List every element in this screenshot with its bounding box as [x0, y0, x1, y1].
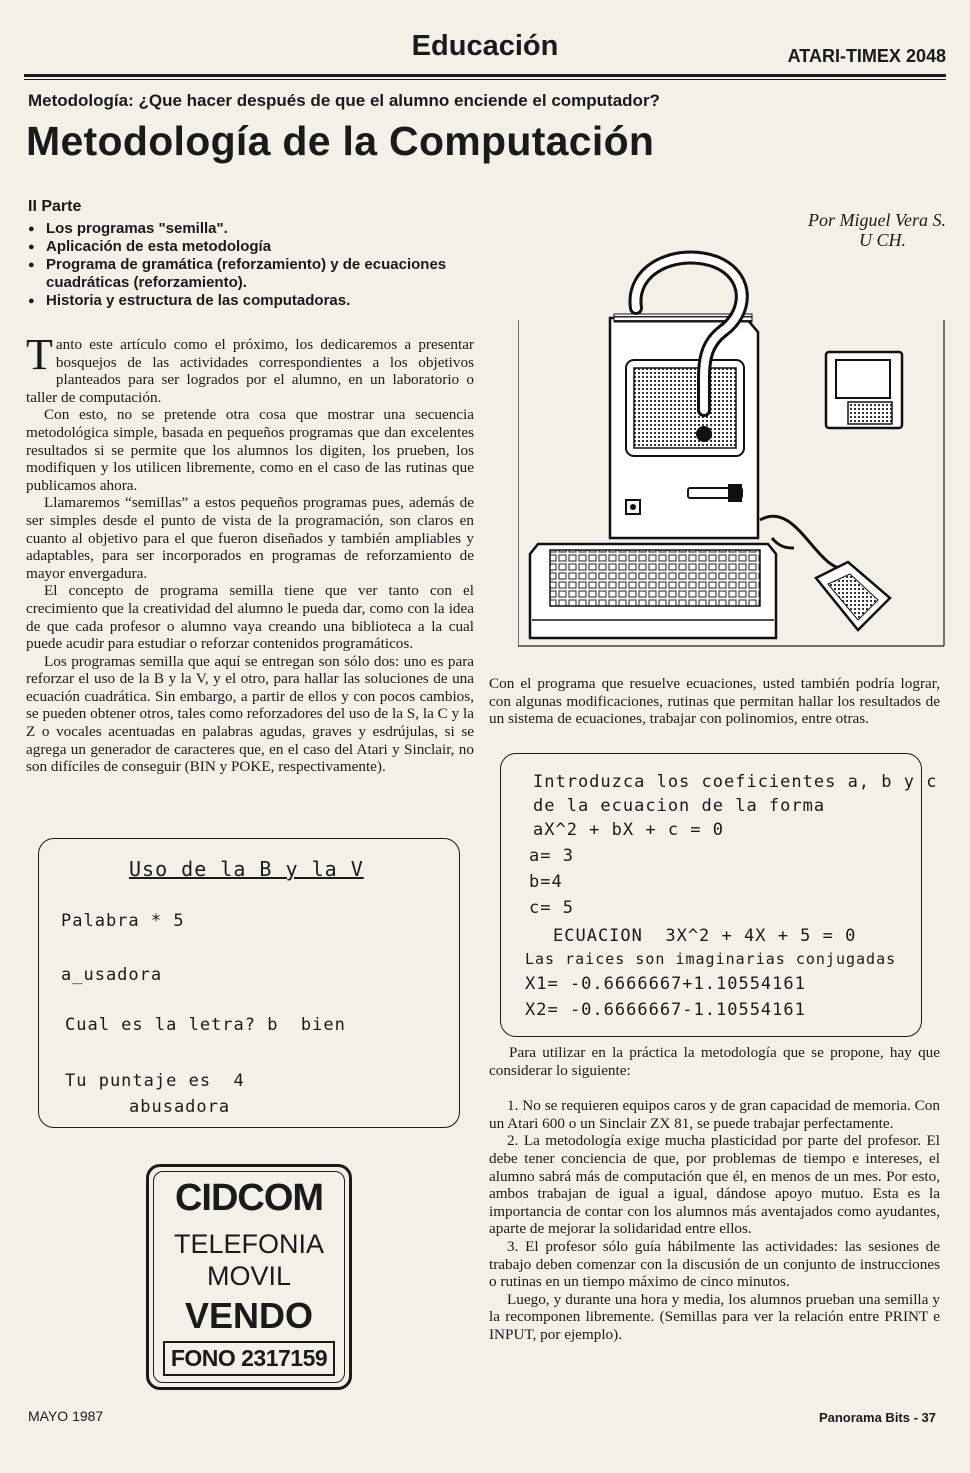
footer-page: Panorama Bits - 37: [818, 1410, 936, 1425]
classified-ad: [146, 1164, 352, 1390]
body-paragraph: Tanto este artículo como el próximo, los dedicaremos a presentar bosquejos de las actividades correspondientes a los objetivos planteados para ser logrados por el alumno, en un laboratorio o taller de computación.: [26, 330, 474, 406]
ad-phone: FONO 2317159: [163, 1341, 335, 1376]
keyboard-icon: [530, 544, 776, 638]
body-paragraph: 3. El profesor sólo guía hábilmente las actividades: las sesiones de trabajo deben comenzar con la discusión de un conjunto de instrucciones o rutinas en un tiempo máximo de cinco minutos.: [489, 1237, 940, 1291]
screen-line: Introduzca los coeficientes a, b y c: [533, 772, 938, 792]
floppy-disk-icon: [826, 352, 902, 428]
program-screen-bv: [38, 838, 460, 1128]
screen-line: Palabra * 5: [61, 911, 185, 931]
ad-line: MOVIL: [206, 1261, 292, 1291]
body-column-left: [26, 330, 474, 776]
byline: [746, 210, 946, 250]
summary-item: ● Programa de gramática (reforzamiento) y de ecuaciones cuadráticas (reforzamiento).: [28, 256, 478, 292]
ad-line: TELEFONIA: [173, 1229, 325, 1259]
ad-vendo: VENDO: [184, 1295, 314, 1336]
ad-name: CIDCOM: [174, 1177, 324, 1219]
footer-date: MAYO 1987: [28, 1408, 104, 1424]
screen-line: a_usadora: [61, 965, 163, 985]
article-title: Metodología de la Computación: [26, 118, 655, 164]
summary-item: ● Historia y estructura de las computadoras.: [28, 292, 478, 310]
header-rule: [24, 74, 946, 77]
screen-line: Tu puntaje es 4: [65, 1071, 245, 1091]
part-label: II Parte: [28, 198, 82, 215]
body-paragraph: Los programas semilla que aquí se entregan son sólo dos: uno es para reforzar el uso de la B y la V, y el otro, para hallar las soluciones de una ecuación cuadrática. Sin embargo, a partir de ellos y con pocos cambios, se pueden obtener otros, tales como reforzadores del uso de la S, la C y la Z o vocales acentuadas en palabras agudas, graves y esdrújulas, si se agrega un generador de caracteres que, en el caso del Atari y Sinclair, no son difíciles de conseguir (BIN y POKE, respectivamente).: [26, 652, 474, 776]
summary-item: ● Aplicación de esta metodología: [28, 238, 478, 256]
screen-line: abusadora: [129, 1097, 231, 1117]
body-paragraph: Con esto, no se pretende otra cosa que mostrar una secuencia metodológica simple, basada en pequeños programas que dan excelentes resultados si se permite que los alumnos los digiten, los prueben, los modifiquen y los utilicen libremente, como en el caso de las rutinas que publicamos ahora.: [26, 406, 474, 494]
body-paragraph: Luego, y durante una hora y media, los alumnos prueban una semilla y la recomponen libremente. (Semillas para ver la relación entre PRINT e INPUT, por ejemplo).: [489, 1290, 940, 1343]
body-paragraph: Llamaremos “semillas” a estos pequeños programas pues, además de ser simples desde el punto de vista de la programación, son claros en cuanto al objetivo para el que fueron diseñados y también ampliables y adaptables, para ser incorporados en programas de reforzamiento de mayor envergadura.: [26, 494, 474, 582]
mouse-icon: [816, 562, 890, 630]
screen-line: b=4: [529, 872, 563, 892]
screen-line: ECUACION 3X^2 + 4X + 5 = 0: [553, 926, 857, 946]
body-paragraph: Para utilizar en la práctica la metodología que se propone, hay que considerar lo siguiente:: [489, 1044, 940, 1079]
body-column-right-top: [489, 675, 940, 728]
body-paragraph: Con el programa que resuelve ecuaciones, usted también podría lograr, con algunas modificaciones, rutinas que permitan hallar los resultados de un sistema de ecuaciones, trabajar con polinomios, entre otras.: [489, 675, 940, 728]
issue-label: ATARI-TIMEX 2048: [787, 46, 946, 66]
byline-author: Por Miguel Vera S.: [808, 210, 946, 230]
program-screen-equation: [500, 753, 938, 1037]
screen-line: Las raices son imaginarias conjugadas: [525, 950, 897, 968]
drop-cap: T: [26, 330, 53, 379]
screen-line: aX^2 + bX + c = 0: [533, 820, 724, 840]
screen-line: de la ecuacion de la forma: [533, 796, 826, 816]
section-title: Educación: [411, 30, 559, 62]
body-paragraph: El concepto de programa semilla tiene que ver tanto con el crecimiento que la creatividad del alumno le pueda dar, como con la idea de que cada profesor o alumno vaya creando una biblioteca a la cual puede acudir para estudiar o reforzar contenidos programáticos.: [26, 582, 474, 653]
screen-line: a= 3: [529, 846, 574, 866]
body-paragraph: 1. No se requieren equipos caros y de gran capacidad de memoria. Con un Atari 600 o un Sinclair ZX 81, se puede trabajar perfectamente.: [489, 1097, 940, 1132]
screen-title: Uso de la B y la V: [129, 857, 364, 881]
article-kicker: Metodología: ¿Que hacer después de que el alumno enciende el computador?: [28, 91, 660, 110]
body-column-right-bottom: [489, 1044, 940, 1344]
screen-line: c= 5: [529, 898, 574, 918]
computer-illustration: [518, 248, 954, 648]
screen-line: Cual es la letra? b bien: [65, 1015, 346, 1035]
body-paragraph: 2. La metodología exige mucha plasticidad por parte del profesor. El debe tener conciencia de que, por problemas de tiempo e intereses, el alumno sabrá más de computación que él, en menos de un mes. Por esto, ambos trabajan de igual a igual, dándose apoyo mutuo. Esta es la importancia de contar con los alumnos más aventajados como ayudantes, aparte de mejorar la solidaridad entre ellos.: [489, 1132, 940, 1238]
summary-list: [28, 220, 478, 310]
computer-icon: [610, 314, 758, 538]
header-rule-thin: [24, 79, 946, 80]
byline-affiliation: U CH.: [858, 230, 906, 250]
summary-item: ● Los programas "semilla".: [28, 220, 478, 238]
screen-line: X1= -0.6666667+1.10554161: [525, 974, 806, 994]
screen-line: X2= -0.6666667-1.10554161: [525, 1000, 806, 1020]
